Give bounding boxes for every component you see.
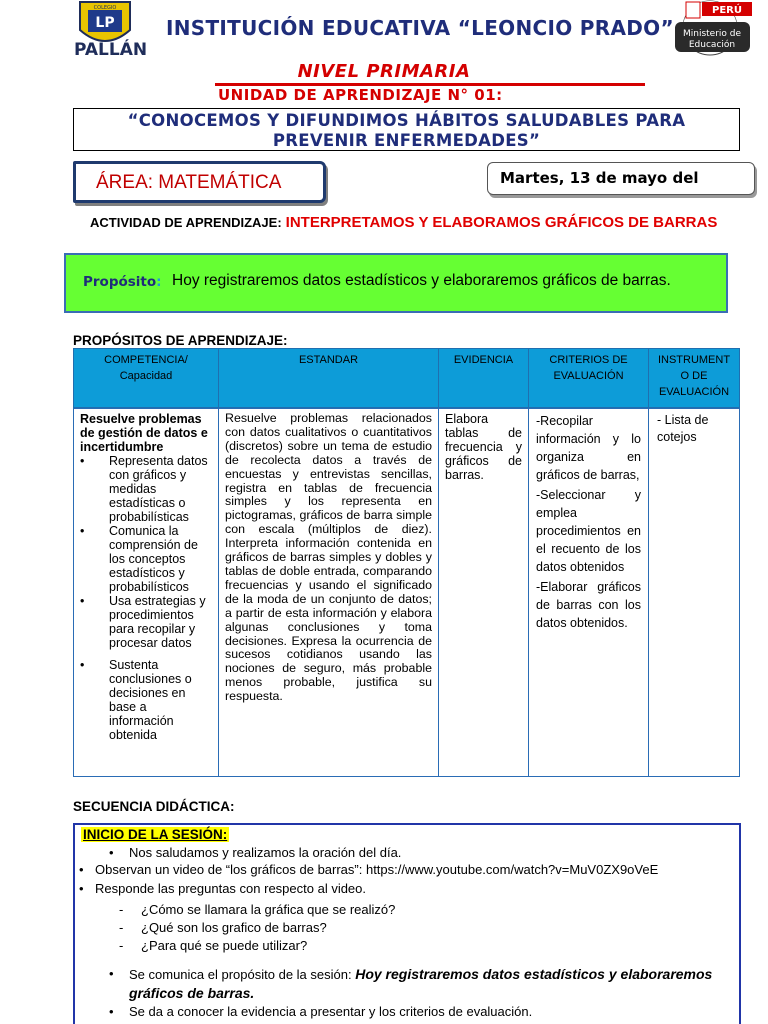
capacidades-list: [80, 454, 212, 742]
cell-estandar: Resuelve problemas relacionados con datos cualitativos o cuantitativos (discretos) sobre un tema de estudio de recolecta datos a través de encuestas y entrevistas sencillas, registra en tablas de frecuencia simples y los representa en pictogramas, gráficos de barra simple con escala (múltiplos de diez). Interpreta información contenida en gráficos de barras simples y dobles y tablas de doble entrada, comparando frecuencias y usando el significado de la moda de un conjunto de datos; a partir de esta información y elabora algunas conclusiones y toma decisiones. Expresa la ocurrencia de sucesos cotidianos usando las nociones de seguro, más probable menos probable, justifica su respuesta.: [218, 408, 439, 777]
competencia-text: Resuelve problemas de gestión de datos e incertidumbre: [80, 412, 208, 454]
list-item: • Se comunica el propósito de la sesión: Hoy registraremos datos estadísticos y elaboraremos: [109, 966, 713, 982]
actividad-label: ACTIVIDAD DE APRENDIZAJE:: [90, 215, 282, 230]
secuencia-title: SECUENCIA DIDÁCTICA:: [73, 799, 235, 814]
list-item: • Observan un video de “los gráficos de barras”: https://www.youtube.com/watch?v=MuV0ZX9oVeE: [79, 862, 659, 877]
actividad-line: [90, 214, 717, 231]
proposito-box: [64, 253, 728, 313]
proposito-label: Propósito:: [83, 274, 162, 290]
cell-evidencia: Elabora tablas de frecuencia y gráficos de barras.: [438, 408, 529, 777]
criterio-item: -Recopilar información y lo organiza en gráficos de barras,: [536, 414, 641, 482]
svg-text:COLEGIO: COLEGIO: [93, 5, 117, 11]
list-item: • Comunica la comprensión de los conceptos estadísticos y probabilísticos: [80, 524, 198, 594]
unit-title-box: [73, 108, 740, 151]
area-box: [73, 161, 326, 203]
institution-title: INSTITUCIÓN EDUCATIVA “LEONCIO PRADO”: [166, 16, 674, 40]
header-evidencia: EVIDENCIA: [438, 348, 529, 408]
propositos-title: PROPÓSITOS DE APRENDIZAJE:: [73, 333, 288, 348]
nivel-title: NIVEL PRIMARIA: [297, 61, 471, 82]
list-item: - ¿Qué son los grafico de barras?: [119, 920, 327, 935]
cell-instrumento: - Lista de cotejos: [648, 408, 740, 777]
inicio-heading: INICIO DE LA SESIÓN:: [83, 827, 228, 842]
list-item: • Nos saludamos y realizamos la oración del día.: [109, 845, 402, 860]
svg-text:Ministerio de: Ministerio de: [682, 29, 742, 39]
cell-criterios: [528, 408, 649, 777]
list-item: • Sustenta conclusiones o decisiones en base a información obtenida: [80, 658, 192, 742]
header-criterios: CRITERIOS DE EVALUACIÓN: [528, 348, 649, 408]
list-item-continuation: gráficos de barras.: [129, 985, 255, 1001]
criterio-item: -Elaborar gráficos de barras con los datos obtenidos.: [536, 580, 641, 630]
svg-text:PERÚ: PERÚ: [712, 5, 742, 16]
criterio-item: -Seleccionar y emplea procedimientos en el recuento de los datos obtenidos: [536, 488, 641, 574]
unit-title-line1: “CONOCEMOS Y DIFUNDIMOS HÁBITOS SALUDABLES PARA: [127, 111, 686, 130]
date-box: [487, 162, 755, 195]
area-label: ÁREA: MATEMÁTICA: [96, 172, 282, 193]
list-item: • Representa datos con gráficos y medidas estadísticas o probabilísticas: [80, 454, 208, 524]
cell-competencia: [73, 408, 219, 777]
list-item: • Responde las preguntas con respecto al video.: [79, 881, 367, 896]
list-item: - ¿Cómo se llamara la gráfica que se realizó?: [119, 902, 396, 917]
actividad-value: INTERPRETAMOS Y ELABORAMOS GRÁFICOS DE BARRAS: [285, 214, 718, 231]
minedu-logo: [670, 0, 755, 58]
list-item: • Se da a conocer la evidencia a presentar y los criterios de evaluación.: [109, 1004, 533, 1019]
secuencia-box: [73, 823, 741, 1024]
unit-title-line2: PREVENIR ENFERMEDADES”: [272, 131, 541, 150]
svg-text:Educación: Educación: [688, 40, 736, 50]
header-competencia: COMPETENCIA/ Capacidad: [73, 348, 219, 408]
unidad-label: UNIDAD DE APRENDIZAJE N° 01:: [218, 86, 503, 104]
proposito-text: Hoy registraremos datos estadísticos y elaboraremos gráficos de barras.: [172, 272, 671, 289]
svg-text:LP: LP: [95, 15, 115, 31]
header-estandar: ESTANDAR: [218, 348, 439, 408]
list-item: • Usa estrategias y procedimientos para recopilar y procesar datos: [80, 594, 206, 650]
list-item: - ¿Para qué se puede utilizar?: [119, 938, 308, 953]
date-text: Martes, 13 de mayo del: [500, 169, 699, 187]
header-instrumento: INSTRUMENT O DE EVALUACIÓN: [648, 348, 740, 408]
school-location: PALLÁN: [74, 40, 148, 60]
